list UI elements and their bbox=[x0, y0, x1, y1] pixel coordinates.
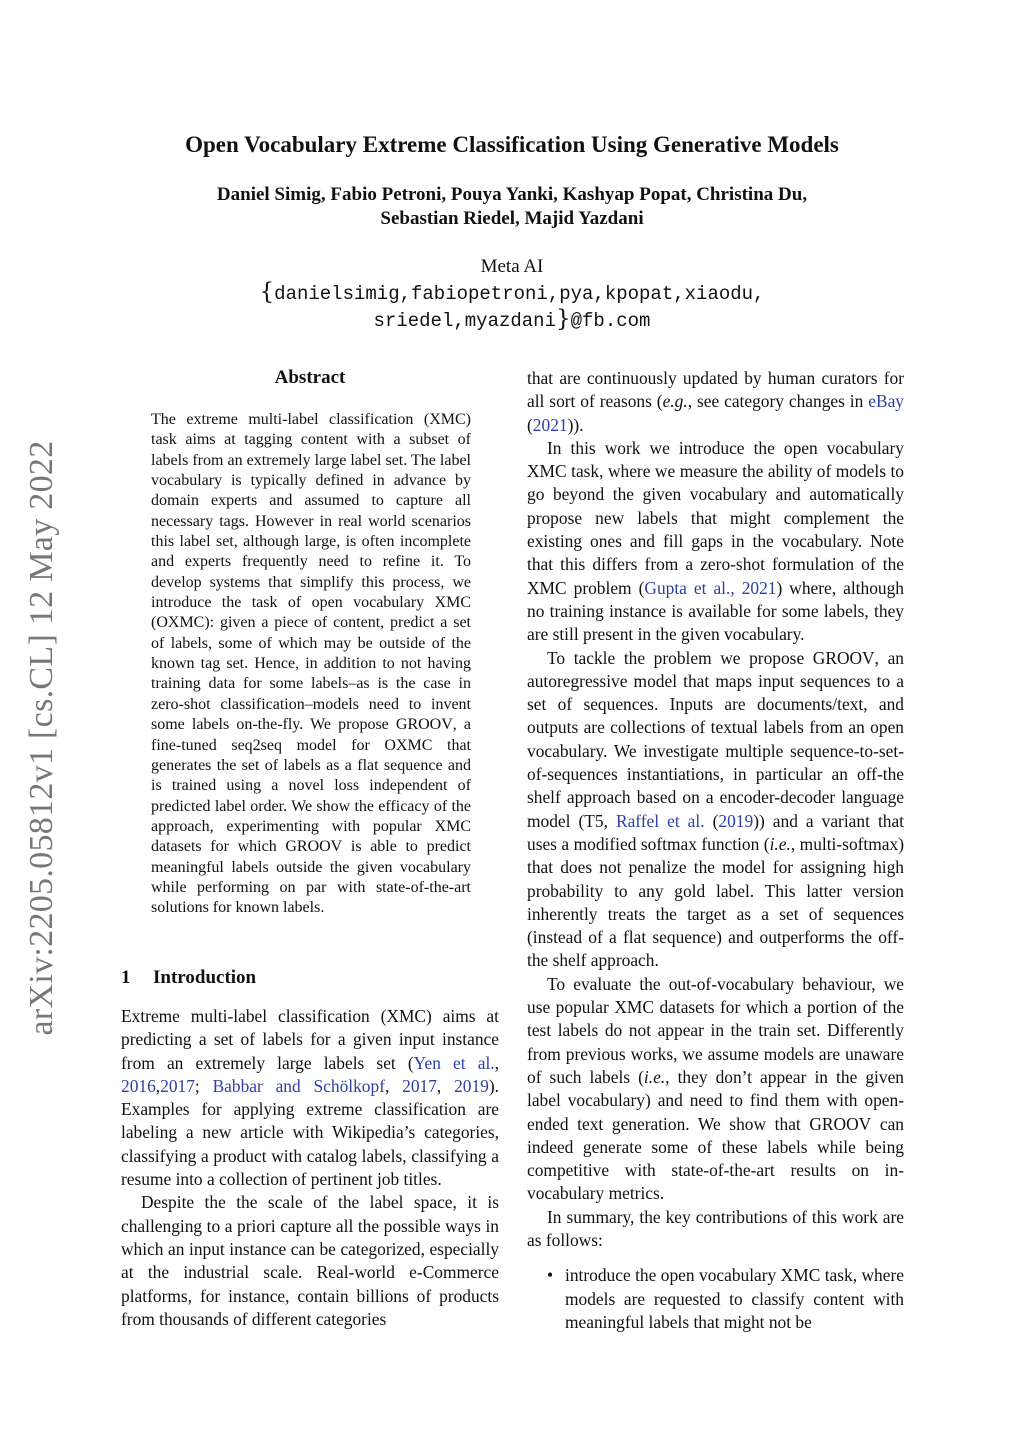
intro-paragraph-4 bbox=[527, 437, 904, 647]
citation-separator: , bbox=[436, 1075, 455, 1096]
email-handles-1: danielsimig,fabiopetroni,pya,kpopat,xiaodu, bbox=[274, 283, 765, 305]
bullet-text: introduce the open vocabulary XMC task, where models are requested to classify content with meaningful labels that might not be bbox=[565, 1265, 904, 1332]
intro-r0-text-d: )). bbox=[567, 414, 584, 435]
intro-paragraph-7: In summary, the key contributions of this work are as follows: bbox=[527, 1206, 904, 1250]
model-name-groov: GROOV bbox=[809, 1113, 872, 1134]
brace-open: { bbox=[259, 279, 275, 305]
email-handles-2: sriedel,myazdani bbox=[373, 310, 556, 332]
intro-r1-text-b: ) where, although no training instance is available for some labels, they are still present in the given vocabulary. bbox=[527, 577, 904, 645]
intro-paragraph-2: Despite the the scale of the label space, it is challenging to a priori capture all the possible ways in which an input instance can be categorized, especially at the industrial scale. Real-world e-Commerce platforms, for instance, contain billions of products from thousands of different categories bbox=[121, 1192, 499, 1329]
abstract-heading: Abstract bbox=[274, 367, 346, 388]
citation-link[interactable]: eBay bbox=[868, 391, 904, 412]
citation-link[interactable]: 2019 bbox=[718, 810, 754, 831]
intro-p1-text-b: ). Examples for applying extreme classification are labeling a new article with Wikipedia’s categories, classifying a product with catalog labels, classifying a resume into a collection of pertinent job titles. bbox=[121, 1075, 499, 1190]
abstract-text-a: The extreme multi-label classification (XMC) task aims at tagging content with a subset of labels from an extremely large label set. The label vocabulary is typically defined in advance by domain experts and assumed to capture all necessary tags. However in real world scenarios this label set, although large, is often incomplete and experts frequently need to refine it. To develop systems that simplify this process, we introduce the task of open vocabulary XMC (OXMC): given a piece of content, predict a set of labels, some of which may be outside of the known tag set. Hence, in addition to not having training data for some labels–as is the case in zero-shot classification–models need to invent some labels on-the-fly. We propose bbox=[151, 411, 471, 734]
section-heading-introduction bbox=[121, 966, 501, 990]
model-name-groov: GROOV bbox=[285, 838, 343, 856]
emails-line-1 bbox=[150, 280, 874, 307]
intro-r2-text-d: )) and a variant that uses a modified softmax function ( bbox=[527, 810, 905, 854]
abstract-text-c: is able to predict meaningful labels outside the given vocabulary while performing on par with state-of-the-art solutions for known labels. bbox=[151, 838, 472, 917]
author-emails bbox=[150, 280, 874, 334]
model-name-groov: GROOV bbox=[395, 716, 453, 734]
intro-r3-text-a: To evaluate the out-of-vocabulary behaviour, we use popular XMC datasets for which a portion of the test labels do not appear in the train set. Differently from previous works, we assume models are unaware of such labels ( bbox=[527, 973, 904, 1087]
citation-separator: , bbox=[494, 1052, 499, 1073]
affiliation: Meta AI bbox=[480, 256, 544, 277]
left-column bbox=[121, 1005, 499, 1331]
latin-abbrev: i.e. bbox=[769, 833, 791, 854]
citation-link[interactable]: Raffel et al. bbox=[615, 810, 705, 831]
right-column bbox=[527, 367, 904, 1334]
citation-link[interactable]: Yen et al. bbox=[413, 1052, 495, 1073]
authors-line-2: Sebastian Riedel, Majid Yazdani bbox=[380, 208, 644, 229]
section-title: Introduction bbox=[153, 967, 257, 988]
citation-link[interactable]: 2021 bbox=[532, 414, 568, 435]
citation-link[interactable]: 2019 bbox=[454, 1075, 489, 1096]
intro-paragraph-3 bbox=[527, 367, 904, 437]
contributions-list bbox=[527, 1264, 904, 1334]
latin-abbrev: e.g. bbox=[662, 391, 688, 412]
abstract-text-b: , a fine-tuned seq2seq model for OXMC that generates the set of labels as a flat sequence and is trained using a novel loss independent of predicted label order. We show the efficacy of the approach, experimenting with popular XMC datasets for which bbox=[151, 716, 471, 856]
intro-r2-text-a: To tackle the problem we propose bbox=[547, 647, 813, 668]
citation-link[interactable]: Babbar and Schölkopf bbox=[212, 1075, 385, 1096]
citation-separator: ( bbox=[527, 414, 533, 435]
intro-r1-text-a: In this work we introduce the open vocabulary XMC task, where we measure the ability of models to go beyond the given vocabulary and automatically propose new labels that might complement the existing ones and fill gaps in the vocabulary. Note that this differs from a zero-shot formulation of the XMC problem ( bbox=[527, 437, 904, 598]
intro-r0-text-b: , see category changes in bbox=[687, 391, 869, 412]
intro-r3-text-c: can indeed generate some of these labels while being competitive with state-of-the-art results on in-vocabulary metrics. bbox=[527, 1113, 904, 1204]
citation-separator: , bbox=[384, 1075, 403, 1096]
paper-title: Open Vocabulary Extreme Classification Using Generative Models bbox=[185, 132, 839, 157]
author-list bbox=[110, 183, 914, 231]
intro-r2-text-b: , an autoregressive model that maps input sequences to a set of sequences. Inputs are documents/text, and outputs are collections of textual labels from an open vocabulary. We investigate multiple sequence-to-set-of-sequences instantiations, in particular an off-the shelf approach based on a encoder-decoder language model (T5, bbox=[527, 647, 904, 831]
intro-r2-text-e: , multi-softmax) that does not penalize the model for assigning high probability to any gold label. This latter version inherently treats the target as a set of sequences (instead of a flat sequence) and outperforms the off-the shelf approach. bbox=[527, 833, 904, 971]
emails-line-2 bbox=[150, 307, 874, 334]
authors-line-1: Daniel Simig, Fabio Petroni, Pouya Yanki, Kashyap Popat, Christina Du, bbox=[216, 184, 808, 205]
citation-separator: ; bbox=[194, 1075, 213, 1096]
intro-paragraph-6 bbox=[527, 973, 904, 1206]
citation-separator: , bbox=[155, 1075, 161, 1096]
bullet-icon: • bbox=[547, 1265, 554, 1286]
citation-link[interactable]: 2017 bbox=[160, 1075, 195, 1096]
brace-close: } bbox=[555, 306, 571, 332]
citation-link[interactable]: 2017 bbox=[402, 1075, 437, 1096]
citation-link[interactable]: 2016 bbox=[121, 1075, 156, 1096]
abstract-body bbox=[151, 410, 471, 919]
intro-paragraph-5 bbox=[527, 647, 904, 973]
model-name-groov: GROOV bbox=[812, 647, 875, 668]
section-number: 1 bbox=[121, 967, 131, 988]
latin-abbrev: i.e. bbox=[643, 1066, 666, 1087]
list-item bbox=[527, 1264, 904, 1334]
intro-paragraph-1 bbox=[121, 1005, 499, 1191]
arxiv-identifier: arXiv:2205.05812v1 [cs.CL] 12 May 2022 bbox=[23, 440, 60, 1036]
intro-p1-text-a: Extreme multi-label classification (XMC) aims at predicting a set of labels for a given input instance from an extremely large labels set ( bbox=[121, 1006, 499, 1073]
abstract-paragraph bbox=[151, 410, 471, 919]
intro-r0-text-a: that are continuously updated by human curators for all sort of reasons ( bbox=[527, 368, 904, 412]
citation-link[interactable]: Gupta et al., 2021 bbox=[644, 577, 777, 598]
citation-separator: ( bbox=[704, 810, 719, 831]
intro-r3-text-b: , they don’t appear in the given label vocabulary) and need to find them with open-ended text generation. We show that bbox=[527, 1066, 904, 1134]
email-domain: @fb.com bbox=[570, 310, 651, 332]
